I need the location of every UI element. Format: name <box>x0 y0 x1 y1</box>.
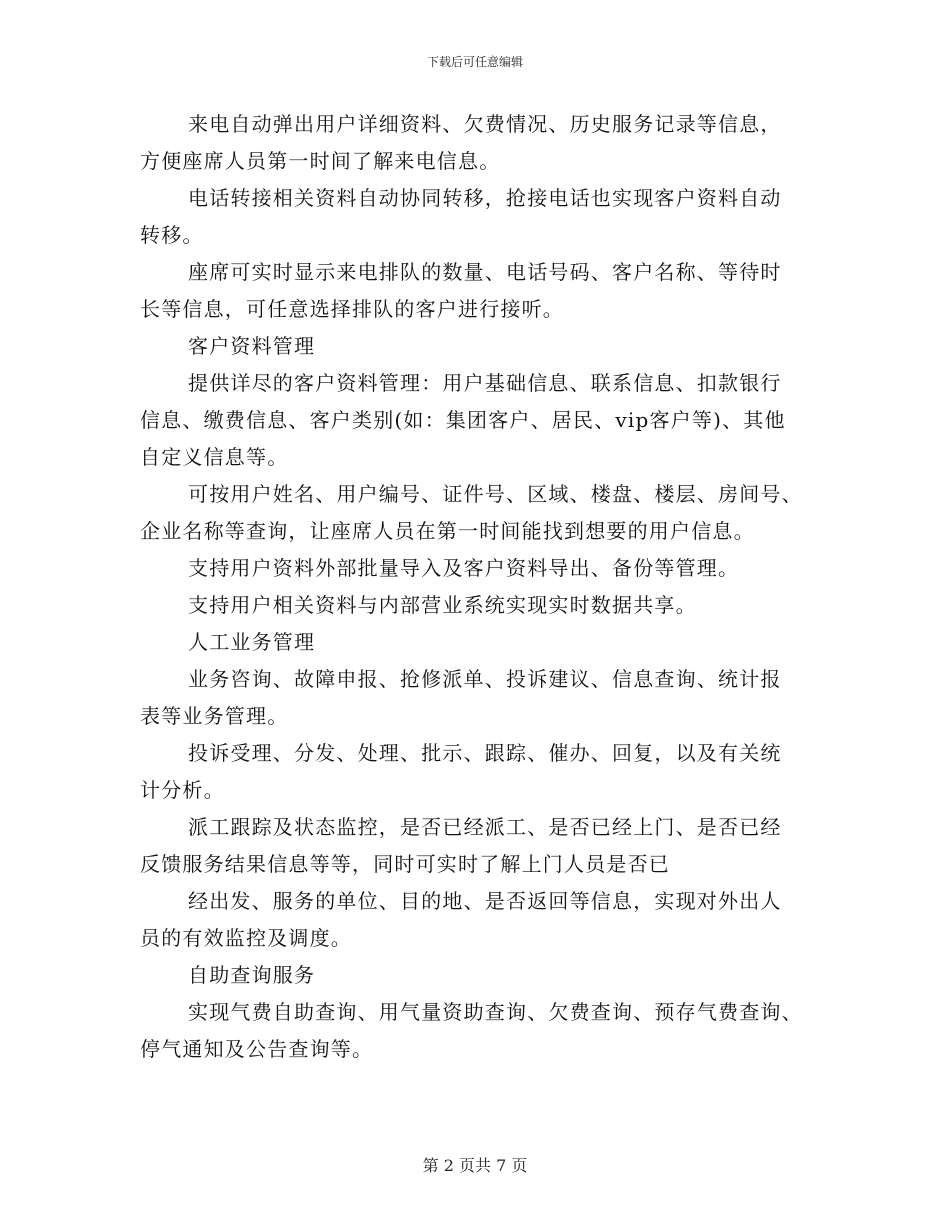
paragraph-self-service-query <box>140 994 815 1068</box>
paragraph-call-transfer <box>140 180 815 254</box>
paragraph-line: 提供详尽的客户资料管理：用户基础信息、联系信息、扣款银行 <box>188 371 782 395</box>
paragraph-line: 转移。 <box>140 223 204 247</box>
paragraph-line: 电话转接相关资料自动协同转移，抢接电话也实现客户资料自动 <box>188 186 782 210</box>
paragraph-line: 停气通知及公告查询等。 <box>140 1037 374 1061</box>
paragraph-line: 来电自动弹出用户详细资料、欠费情况、历史服务记录等信息， <box>188 112 782 136</box>
paragraph-line: 反馈服务结果信息等等，同时可实时了解上门人员是否已 <box>140 852 670 876</box>
heading-text: 人工业务管理 <box>188 630 316 654</box>
paragraph-line: 投诉受理、分发、处理、批示、跟踪、催办、回复，以及有关统 <box>188 741 782 765</box>
paragraph-complaint-handling <box>140 735 815 809</box>
paragraph-data-sharing <box>140 587 815 624</box>
paragraph-caller-popup <box>140 106 815 180</box>
paragraph-line: 实现气费自助查询、用气量资助查询、欠费查询、预存气费查询、 <box>188 1000 803 1024</box>
paragraph-line: 企业名称等查询，让座席人员在第一时间能找到想要的用户信息。 <box>140 519 755 543</box>
heading-text: 客户资料管理 <box>188 334 316 358</box>
paragraph-line: 方便座席人员第一时间了解来电信息。 <box>140 149 501 173</box>
paragraph-customer-query <box>140 476 815 550</box>
paragraph-line: 支持用户资料外部批量导入及客户资料导出、备份等管理。 <box>188 556 740 580</box>
paragraph-line: 表等业务管理。 <box>140 704 289 728</box>
paragraph-line: 业务咨询、故障申报、抢修派单、投诉建议、信息查询、统计报 <box>188 667 782 691</box>
paragraph-line: 派工跟踪及状态监控，是否已经派工、是否已经上门、是否已经 <box>188 815 782 839</box>
document-body <box>140 106 815 1068</box>
paragraph-line: 长等信息，可任意选择排队的客户进行接听。 <box>140 297 564 321</box>
paragraph-line: 可按用户姓名、用户编号、证件号、区域、楼盘、楼层、房间号、 <box>188 482 803 506</box>
paragraph-call-queue <box>140 254 815 328</box>
paragraph-line: 经出发、服务的单位、目的地、是否返回等信息，实现对外出人 <box>188 889 782 913</box>
page-footer: 第 2 页共 7 页 <box>422 1156 528 1175</box>
paragraph-dispatch-tracking <box>140 809 815 883</box>
paragraph-dispatch-status <box>140 883 815 957</box>
page-header: 下载后可任意编辑 <box>426 55 523 69</box>
heading-text: 自助查询服务 <box>188 963 316 987</box>
paragraph-line: 员的有效监控及调度。 <box>140 926 352 950</box>
paragraph-business-types <box>140 661 815 735</box>
section-heading-customer-data <box>140 328 815 365</box>
paragraph-line: 座席可实时显示来电排队的数量、电话号码、客户名称、等待时 <box>188 260 782 284</box>
paragraph-line: 自定义信息等。 <box>140 445 289 469</box>
paragraph-line: 计分析。 <box>140 778 225 802</box>
paragraph-line: 支持用户相关资料与内部营业系统实现实时数据共享。 <box>188 593 697 617</box>
section-heading-self-service <box>140 957 815 994</box>
section-heading-manual-business <box>140 624 815 661</box>
paragraph-line: 信息、缴费信息、客户类别(如：集团客户、居民、vip客户等)、其他 <box>140 408 786 432</box>
paragraph-customer-data-detail <box>140 365 815 476</box>
paragraph-import-export <box>140 550 815 587</box>
